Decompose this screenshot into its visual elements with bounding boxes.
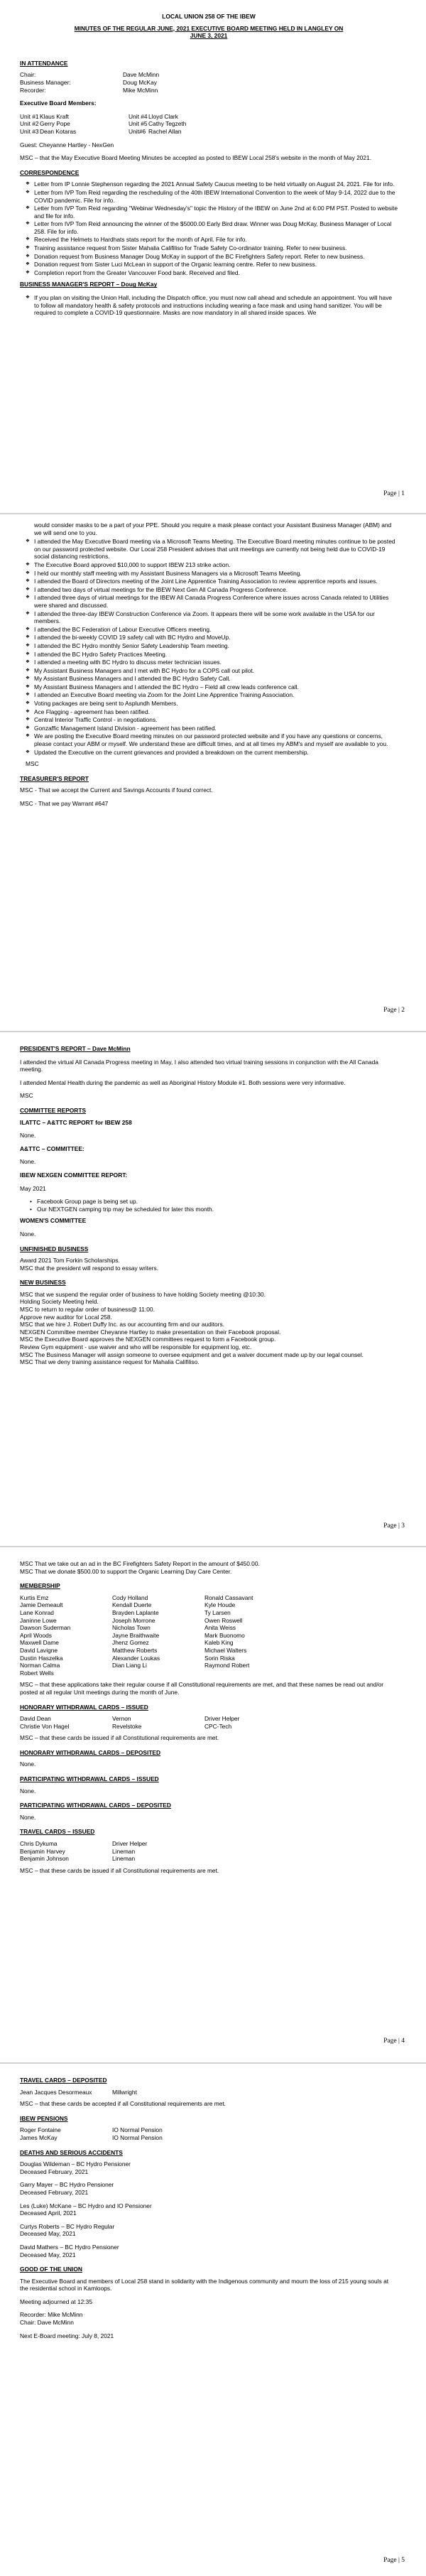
list-item: ❖ Ace Flagging - agreement has been ratified. xyxy=(34,708,398,716)
page-5 xyxy=(0,2064,426,2576)
officer-name: Mike McMinn xyxy=(123,86,158,94)
member-name: Jhenz Gomez xyxy=(112,1639,149,1647)
member-name: Lane Konrad xyxy=(20,1608,54,1616)
member-name: David Dean xyxy=(20,1715,51,1723)
heading-hw-issued: HONORARY WITHDRAWAL CARDS – ISSUED xyxy=(20,1703,148,1711)
heading-committees: COMMITTEE REPORTS xyxy=(20,1106,87,1114)
member-name: Ronald Cassavant xyxy=(204,1593,253,1601)
member-name: Matthew Roberts xyxy=(112,1646,158,1654)
msc-membership: MSC – that these applications take their regular course if all Constitutional requirements are met, and that these names be read out and/or posted at all regular Unit meetings during the month of June. xyxy=(20,1681,384,1696)
member-name: Ty Larsen xyxy=(204,1608,231,1616)
member-name: Dawson Suderman xyxy=(20,1624,71,1632)
page-3 xyxy=(0,1032,426,1546)
bm-continued: would consider masks to be a part of your PPE. Should you require a mask please contact your Assistant Business Manager (ABM) and we will send one to you. xyxy=(34,521,392,536)
msc-organic: MSC That we donate $500.00 to support the Organic Learning Day Care Center. xyxy=(20,1567,232,1575)
officer-role: Recorder: xyxy=(20,86,46,94)
list-item: ❖ The Executive Board approved $10,000 to support IBEW 213 strike action. xyxy=(34,561,398,569)
heading-travel-deposited: TRAVEL CARDS – DEPOSITED xyxy=(20,2077,107,2084)
member-name: Klaus Kraft xyxy=(40,112,69,120)
member-name: Joseph Morrone xyxy=(112,1616,155,1624)
member-name: Lloyd Clark xyxy=(148,112,178,120)
member-classification: Lineman xyxy=(112,1847,136,1855)
document-subtitle xyxy=(20,25,398,40)
list-item: ❖ I attended the bi-weekly COVID 19 safety call with BC Hydro and MoveUp. xyxy=(34,634,398,642)
bm-list-start xyxy=(20,294,398,317)
list-item: ❖ I attended the BC Hydro Safety Practices Meeting. xyxy=(34,651,398,659)
good-of-union-text: The Executive Board and members of Local 258 stand in solidarity with the Indigenous community and mourn the loss of 215 young souls at the residential school in Kamloops. xyxy=(20,2277,389,2293)
msc-travel-deposited: MSC – that these cards be accepted if all Constitutional requirements are met. xyxy=(20,2100,226,2108)
none-text: None. xyxy=(20,1787,36,1795)
list-item: ❖ Updated the Executive on the current grievances and provided a breakdown on the current membership. xyxy=(34,749,398,757)
list-item: ❖ Central Interior Traffic Control - in negotiations. xyxy=(34,716,398,724)
heading-pw-deposited: PARTICIPATING WITHDRAWAL CARDS – DEPOSITED xyxy=(20,1802,171,1809)
list-item: ❖ My Assistant Business Managers and I met with BC Hydro for a COPS call out pilot. xyxy=(34,667,398,675)
list-item: Review Gym equipment - use waiver and who will be responsible for equipment log, etc. xyxy=(20,1343,252,1351)
death-entry xyxy=(20,2202,398,2217)
member-name: Gerry Pope xyxy=(40,120,70,128)
heading-president: PRESIDENT'S REPORT – Dave McMinn xyxy=(20,1045,131,1052)
unit-number: Unit #2 xyxy=(20,120,39,128)
member-name: Raymond Robert xyxy=(204,1662,250,1669)
member-name: Kyle Houde xyxy=(204,1601,236,1609)
list-item: ❖ I attended a meeting with BC Hydro to discuss meter technician issues. xyxy=(34,659,398,666)
officer-role: Chair: xyxy=(20,71,36,79)
pensions-list xyxy=(20,2126,398,2141)
page-number: Page | 2 xyxy=(383,1007,405,1014)
travel-deposited-list xyxy=(20,2089,398,2096)
heading-women: WOMEN'S COMMITTEE xyxy=(20,1217,87,1225)
list-item: Approve new auditor for Local 258. xyxy=(20,1313,112,1321)
death-date: Deceased April, 2021 xyxy=(20,2209,77,2217)
officer-name: Dave McMinn xyxy=(123,71,160,79)
none-text: None. xyxy=(20,1813,36,1821)
member-name: Benjamin Johnson xyxy=(20,1855,69,1863)
list-item: ❖ I attended the Board of Directors meeting of the Joint Line Apprentice Training Association to review apprentice reports and issues. xyxy=(34,578,398,585)
unit-number: Unit #3 xyxy=(20,127,39,135)
death-name: David Mathers – BC Hydro Pensioner xyxy=(20,2243,119,2251)
pension-type: IO Normal Pension xyxy=(112,2133,163,2141)
member-name: Rachel Allan xyxy=(148,127,182,135)
member-name: Maxwell Dame xyxy=(20,1639,59,1647)
death-entry xyxy=(20,2181,398,2196)
nexgen-list xyxy=(20,1198,398,1213)
list-item: • Our NEXTGEN camping trip may be scheduled for later this month. xyxy=(37,1206,398,1213)
list-item: ❖ Received the Helmets to Hardhats stats report for the month of April. File for info. xyxy=(34,236,398,244)
member-name: Sorin Riska xyxy=(204,1654,235,1662)
nexgen-date: May 2021 xyxy=(20,1184,46,1192)
heading-travel-issued: TRAVEL CARDS – ISSUED xyxy=(20,1828,95,1836)
msc-donations xyxy=(20,1560,398,1575)
list-item: NEXGEN Committee member Cheyanne Hartley to make presentation on their Facebook proposal. xyxy=(20,1328,281,1336)
page-number: Page | 3 xyxy=(383,1522,405,1530)
list-item: ❖ Donation request from Business Manager Doug McKay in support of the BC Firefighters Safety report. Refer to new business. xyxy=(34,253,398,261)
member-name: Jayne Braithwaite xyxy=(112,1631,160,1639)
member-name: David Lavigne xyxy=(20,1646,58,1654)
heading-hw-deposited: HONORARY WITHDRAWAL CARDS – DEPOSITED xyxy=(20,1748,161,1756)
officer-role: Business Manager: xyxy=(20,78,71,86)
death-date: Deceased May, 2021 xyxy=(20,2251,76,2258)
death-name: Curtys Roberts – BC Hydro Regular xyxy=(20,2222,115,2230)
member-name: Nicholas Town xyxy=(112,1624,151,1632)
member-name: Jamie Demeault xyxy=(20,1601,63,1609)
death-entry xyxy=(20,2244,398,2258)
page-number: Page | 4 xyxy=(383,2037,405,2045)
president-text-2: I attended Mental Health during the pandemic as well as Aboriginal History Module #1. Both sessions were very informative. xyxy=(20,1078,346,1086)
msc-accounts: MSC - That we accept the Current and Savings Accounts if found correct. xyxy=(20,786,213,794)
subtitle-line-1: MINUTES OF THE REGULAR JUNE, 2021 EXECUTIVE BOARD MEETING HELD IN LANGLEY ON xyxy=(74,24,344,32)
death-name: Les (Luke) McKane – BC Hydro and IO Pensioner xyxy=(20,2202,152,2209)
subtitle-line-2: JUNE 3, 2021 xyxy=(190,32,228,40)
heading-ilattc: ILATTC – A&TTC REPORT for IBEW 258 xyxy=(20,1118,132,1126)
member-name: Cody Holland xyxy=(112,1593,148,1601)
page-1 xyxy=(0,0,426,513)
death-date: Deceased February, 2021 xyxy=(20,2168,89,2175)
list-item: ❖ Completion report from the Greater Vancouver Food bank. Received and filed. xyxy=(34,269,398,277)
death-entry xyxy=(20,2160,398,2175)
member-classification: Lineman xyxy=(112,1855,136,1863)
officers-list xyxy=(20,71,398,94)
msc-minutes: MSC – that the May Executive Board Meeting Minutes be accepted as posted to IBEW Local 258's website in the month of May 2021. xyxy=(20,154,372,162)
officer-name: Doug McKay xyxy=(123,78,157,86)
unfinished-items xyxy=(20,1257,398,1272)
list-item: ❖ I attended the May Executive Board meeting via a Microsoft Teams Meeting. The Executive Board meeting minutes continue to be posted on our password protected website. Our Local 258 President advises that unit meetings are currently not being held due to COVID-19 social distancing restrictions. xyxy=(34,538,398,561)
list-item: ❖ I attended the three-day IBEW Construction Conference via Zoom. It appears there will be some work available in the USA for our members. xyxy=(34,610,398,625)
list-item: ❖ Donation request from Sister Luci McLean in support of the Organic learning centre. Refer to new business. xyxy=(34,261,398,269)
list-item: ❖ Training assistance request from Sister Mahalia Califiliso for Trade Safety Co-ordinator training. Refer to new business. xyxy=(34,244,398,252)
unit-number: Unit #1 xyxy=(20,112,39,120)
list-item: ❖ I held our monthly staff meeting with my Assistant Business Managers via a Microsoft Teams Meeting. xyxy=(34,570,398,578)
member-name: Owen Roswell xyxy=(204,1616,243,1624)
member-name: Kendall Duerte xyxy=(112,1601,152,1609)
membership-list xyxy=(20,1594,398,1677)
pension-type: IO Normal Pension xyxy=(112,2126,163,2134)
heading-membership: MEMBERSHIP xyxy=(20,1582,60,1590)
meeting-adjourned: Meeting adjourned at 12:35 xyxy=(20,2298,92,2305)
correspondence-list xyxy=(20,180,398,276)
exec-members-grid xyxy=(20,113,398,136)
member-name: April Woods xyxy=(20,1631,52,1639)
travel-issued-list xyxy=(20,1840,398,1863)
heading-treasurer: TREASURER'S REPORT xyxy=(20,774,89,782)
none-text: None. xyxy=(20,1132,36,1140)
member-name: Kurtis Emz xyxy=(20,1593,49,1601)
msc-hw-issued: MSC – that these cards be issued if all Constitutional requirements are met. xyxy=(20,1734,219,1742)
list-item: ❖ I attended the BC Hydro monthly Senior Safety Leadership Team meeting. xyxy=(34,642,398,650)
signatures xyxy=(20,2311,398,2326)
none-text: None. xyxy=(20,1230,36,1238)
page-number: Page | 5 xyxy=(383,2557,405,2564)
new-business-list xyxy=(20,1291,398,1366)
member-name: Norman Calma xyxy=(20,1662,60,1669)
list-item: ❖ I attended an Executive Board meeting via Zoom for the Joint Line Apprentice Training Association. xyxy=(34,691,398,699)
heading-nexgen: IBEW NEXGEN COMMITTEE REPORT: xyxy=(20,1171,128,1179)
list-item: MSC that we hire J. Robert Duffy Inc. as our accounting firm and our auditors. xyxy=(20,1321,224,1328)
list-item: ❖ Voting packages are being sent to Asplundh Members. xyxy=(34,700,398,708)
member-name: Michael Walters xyxy=(204,1646,247,1654)
death-name: Douglas Wildeman – BC Hydro Pensioner xyxy=(20,2160,131,2168)
member-name: Cathy Tegzeth xyxy=(148,120,187,128)
heading-exec-members: Executive Board Members: xyxy=(20,99,97,107)
next-meeting: Next E-Board meeting: July 8, 2021 xyxy=(20,2332,114,2339)
heading-bm-report: BUSINESS MANAGER'S REPORT – Doug McKay xyxy=(20,281,158,288)
death-date: Deceased May, 2021 xyxy=(20,2230,76,2238)
unit-number: Unit#6 xyxy=(129,127,146,135)
heading-new-business: NEW BUSINESS xyxy=(20,1279,66,1287)
member-location: Revelstoke xyxy=(112,1722,142,1730)
recorder-line: Recorder: Mike McMinn xyxy=(20,2311,83,2319)
member-name: Anita Weiss xyxy=(204,1624,236,1632)
member-name: Roger Fontaine xyxy=(20,2126,61,2134)
hw-issued-list xyxy=(20,1715,398,1730)
bm-list xyxy=(20,538,398,756)
none-text: None. xyxy=(20,1158,36,1166)
heading-abttc: A&TTC – COMMITTEE: xyxy=(20,1144,84,1152)
list-item: MSC the Executive Board approves the NEXGEN committees request to form a Facebook group. xyxy=(20,1336,276,1343)
list-item: ❖ Letter from IVP Tom Reid announcing the winner of the $5000.00 Early Bird draw. Winner was Doug McKay, Business Manager of Local 258. File for info. xyxy=(34,220,398,235)
heading-pw-issued: PARTICIPATING WITHDRAWAL CARDS – ISSUED xyxy=(20,1775,159,1783)
member-name: Kaleb King xyxy=(204,1639,234,1647)
heading-attendance: IN ATTENDANCE xyxy=(20,59,68,67)
list-item: ❖ We are posting the Executive Board meeting minutes on our password protected website and if you have any questions or concerns, please contact your ABM or myself. We understand these are difficult times, and at all times my ABM's and myself are available to you. xyxy=(34,732,398,747)
heading-unfinished: UNFINISHED BUSINESS xyxy=(20,1245,89,1252)
list-item: ❖ Letter from IVP Tom Reid regarding "Webinar Wednesday's" topic the History of the IBEW on June 2nd at 6:00 PM PST. Posted to website and file for info. xyxy=(34,205,398,220)
unfinished-item: MSC that the president will respond to essay writers. xyxy=(20,1264,159,1272)
list-item: ❖ I attended two days of virtual meetings for the IBEW Next Gen All Canada Progress Conference. xyxy=(34,586,398,594)
heading-pensions: IBEW PENSIONS xyxy=(20,2114,68,2122)
document-title: LOCAL UNION 258 OF THE IBEW xyxy=(162,13,256,20)
member-location: Vernon xyxy=(112,1715,131,1723)
page-4 xyxy=(0,1547,426,2062)
member-name: Benjamin Harvey xyxy=(20,1847,65,1855)
list-item: ❖ I attended the BC Federation of Labour Executive Officers meeting. xyxy=(34,626,398,634)
list-item: Holding Society Meeting held. xyxy=(20,1298,99,1306)
list-item: ❖ My Assistant Business Managers and I attended the BC Hydro Safety Call. xyxy=(34,675,398,683)
death-name: Garry Mayer – BC Hydro Pensioner xyxy=(20,2181,114,2189)
unit-number: Unit #4 xyxy=(129,112,148,120)
member-name: Brayden Laplante xyxy=(112,1608,159,1616)
heading-correspondence: CORRESPONDENCE xyxy=(20,168,80,176)
member-name: Robert Wells xyxy=(20,1669,54,1677)
member-classification: Driver Helper xyxy=(112,1840,148,1848)
member-name: Dean Kotaras xyxy=(40,127,77,135)
member-name: Alexander Loukas xyxy=(112,1654,160,1662)
msc-travel-issued: MSC – that these cards be issued if all Constitutional requirements are met. xyxy=(20,1866,219,1874)
member-name: James McKay xyxy=(20,2133,58,2141)
list-item: ❖ Gonzaffic Management Island Division - agreement has been ratified. xyxy=(34,725,398,732)
member-classification: Driver Helper xyxy=(204,1715,240,1723)
unit-number: Unit #5 xyxy=(129,120,148,128)
list-item: MSC to return to regular order of business@ 11:00. xyxy=(20,1306,155,1314)
list-item: MSC That we deny training assistance request for Mahalia Califiliso. xyxy=(20,1358,200,1366)
list-item: ❖ I attended three days of virtual meetings for the IBEW All Canada Progress Conference where issues across Canada related to Utilities were shared and discussed. xyxy=(34,594,398,609)
list-item: ❖ Letter from IVP Tom Reid regarding the rescheduling of the 40th IBEW International Convention to the week of May 9-14, 2022 due to the COVID pandemic. File for info. xyxy=(34,189,398,204)
member-name: Jean Jacques Desormeaux xyxy=(20,2088,92,2096)
member-name: Christie Von Hagel xyxy=(20,1722,70,1730)
list-item: MSC The Business Manager will assign someone to oversee equipment and get a waiver document made up by our legal counsel. xyxy=(20,1351,364,1358)
none-text: None. xyxy=(20,1760,36,1768)
page-2 xyxy=(0,514,426,1031)
heading-good-of-union: GOOD OF THE UNION xyxy=(20,2266,82,2273)
member-classification: CPC-Tech xyxy=(204,1722,232,1730)
list-item: MSC that we suspend the regular order of business to have holding Society meeting @10:30. xyxy=(20,1290,266,1298)
death-entry xyxy=(20,2223,398,2238)
member-name: Chris Dykuma xyxy=(20,1840,58,1848)
heading-deaths: DEATHS AND SERIOUS ACCIDENTS xyxy=(20,2148,123,2156)
member-name: Janinne Lowe xyxy=(20,1616,57,1624)
list-item: • Facebook Group page is being set up. xyxy=(37,1198,398,1206)
msc-warrant: MSC - That we pay Warrant #647 xyxy=(20,800,109,807)
msc-firefighters: MSC That we take out an ad in the BC Firefighters Safety Report in the amount of $450.00. xyxy=(20,1560,260,1567)
president-text-1: I attended the virtual All Canada Progress meeting in May, I also attended two virtual training sessions in conjunction with the All Canada meeting. xyxy=(20,1058,378,1073)
msc-president: MSC xyxy=(20,1092,33,1100)
list-item: ❖ If you plan on visiting the Union Hall, including the Dispatch office, you must now call ahead and schedule an appointment. You will have to follow all mandatory health & safety protocols and instructions including wearing a face mask and using hand sanitizer. You will be required to complete a COVID-19 questionnaire. Masks are now mandatory in all shared inside spaces. We xyxy=(34,294,398,317)
msc-bm: MSC xyxy=(26,760,39,768)
page-number: Page | 1 xyxy=(383,490,405,497)
member-name: Mark Buonomo xyxy=(204,1631,245,1639)
unfinished-item: Award 2021 Tom Forkin Scholarships. xyxy=(20,1257,120,1265)
member-name: Dustin Haszelka xyxy=(20,1654,63,1662)
member-name: Dian Liang Li xyxy=(112,1662,147,1669)
chair-line: Chair: Dave McMinn xyxy=(20,2319,74,2327)
death-date: Deceased February, 2021 xyxy=(20,2188,89,2196)
list-item: ❖ My Assistant Business Managers and I attended the BC Hydro – Field all crew leads conference call. xyxy=(34,683,398,691)
guest-line: Guest: Cheyanne Hartley - NexGen xyxy=(20,141,114,148)
list-item: ❖ Letter from IP Lonnie Stephenson regarding the 2021 Annual Safety Caucus meeting to be held virtually on August 24, 2021. File for info. xyxy=(34,180,398,188)
member-classification: Millwright xyxy=(112,2088,137,2096)
